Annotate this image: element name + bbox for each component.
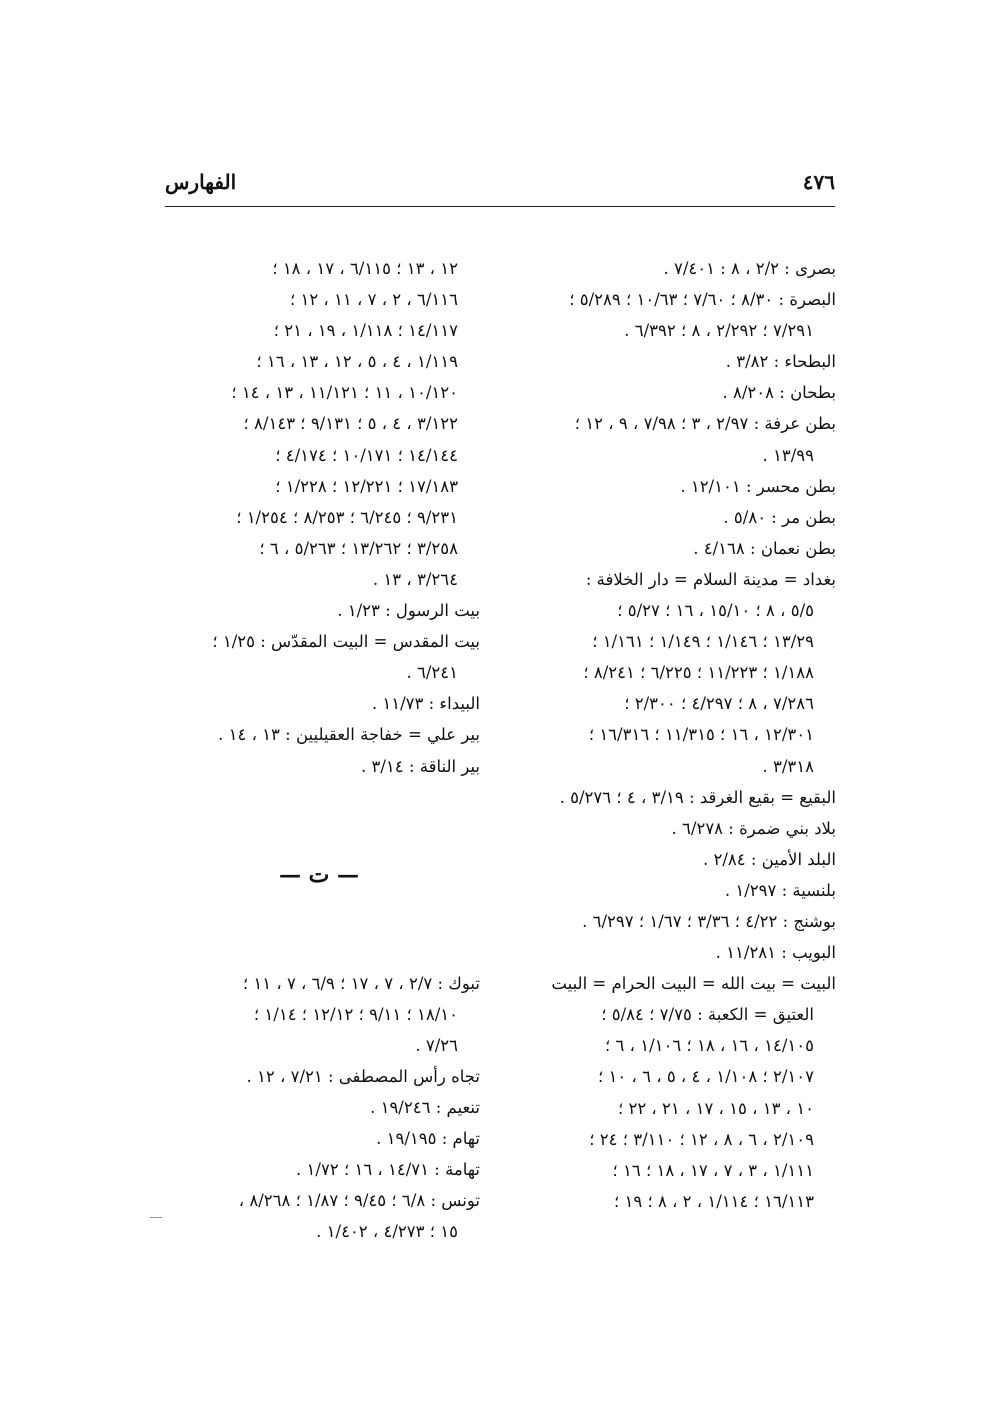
index-line: بغداد = مدينة السلام = دار الخلافة : [585,569,836,589]
index-line: ١/١٨٨ ؛ ١١/٢٢٣ ؛ ٦/٢٢٥ ؛ ٨/٢٤١ ؛ [583,663,814,683]
index-line: البويب : ١١/٢٨١ . [715,943,836,963]
right-column [514,253,836,1217]
index-line: ١٧/١٨٣ ؛ ١٢/٢٢١ ؛ ١/٢٢٨ ؛ [275,476,458,496]
index-line: ٣/٢٥٨ ؛ ١٣/٢٦٢ ؛ ٥/٢٦٣ ، ٦ ؛ [259,538,458,558]
index-line: تجاه رأس المصطفى : ٧/٢١ ، ١٢ . [246,1066,480,1086]
index-line: تهامة : ١٤/٧١ ، ١٦ ؛ ١/٧٢ . [296,1160,480,1180]
index-line: ٣/٢٦٤ ، ١٣ . [372,569,458,589]
index-line: ٧/٢٩١ ؛ ٢/٢٩٢ ، ٨ ؛ ٦/٣٩٢ . [624,321,814,341]
index-line: ١٥ ؛ ٤/٢٧٣ ، ١/٤٠٢ . [316,1222,458,1242]
index-line: ٣/١٢٢ ، ٤ ، ٥ ؛ ٩/١٣١ ؛ ٨/١٤٣ ؛ [243,414,458,434]
index-line: تبوك : ٢/٧ ، ٧ ، ١٧ ؛ ٦/٩ ، ٧ ، ١١ ؛ [242,973,480,993]
footer-rule [150,1217,162,1218]
index-line: البقيع = بقيع الغرقد : ٣/١٩ ، ٤ ؛ ٥/٢٧٦ . [559,787,836,807]
index-line: بطن نعمان : ٤/١٦٨ . [693,538,836,558]
index-line: ٦/١١٦ ، ٢ ، ٧ ، ١١ ، ١٢ ؛ [289,290,458,310]
index-line: ٧/٢٨٦ ، ٨ ؛ ٤/٢٩٧ ؛ ٢/٣٠٠ ؛ [624,694,814,714]
index-line: ٢/١٠٩ ، ٦ ، ٨ ، ١٢ ؛ ٣/١١٠ ؛ ٢٤ ؛ [589,1129,814,1149]
index-line: بطن محسر : ١٢/١٠١ . [680,476,836,496]
index-line: ٩/٢٣١ ؛ ٦/٢٤٥ ؛ ٨/٢٥٣ ؛ ١/٢٥٤ ؛ [236,507,458,527]
index-line: ١٨/١٠ ؛ ٩/١١ ؛ ١٢/١٢ ؛ ١/١٤ ؛ [253,1004,458,1024]
index-line: ٥/٥ ، ٨ ؛ ١٥/١٠ ، ١٦ ؛ ٥/٢٧ ؛ [617,601,814,621]
index-line: بيت المقدس = البيت المقدّس : ١/٢٥ ؛ [212,632,480,652]
index-line: ١٢/٣٠١ ، ١٦ ؛ ١١/٣١٥ ؛ ١٦/٣١٦ ؛ [588,725,814,745]
index-line: ٧/٢٦ . [415,1035,458,1055]
index-line: ٢/١٠٧ ؛ ١/١٠٨ ، ٤ ، ٥ ، ٦ ، ١٠ ؛ [598,1067,814,1087]
index-line: تونس : ٦/٨ ؛ ٩/٤٥ ؛ ١/٨٧ ؛ ٨/٢٦٨ ، [238,1191,480,1211]
index-line: العتيق = الكعبة : ٧/٧٥ ؛ ٥/٨٤ ؛ [601,1005,814,1025]
index-line: البطحاء : ٣/٨٢ . [725,352,836,372]
index-line: بطحان : ٨/٢٠٨ . [722,383,836,403]
index-line: بيت الرسول : ١/٢٣ . [337,601,480,621]
index-line: ١/١١٩ ، ٤ ، ٥ ، ١٢ ، ١٣ ، ١٦ ؛ [256,352,458,372]
index-line: ٦/٢٤١ . [406,663,458,683]
section-heading: — ت — [278,861,360,888]
index-line: البلد الأمين : ٢/٨٤ . [702,849,836,869]
index-line: ١٣/٢٩ ؛ ١/١٤٦ ؛ ١/١٤٩ ؛ ١/١٦١ ؛ [592,632,814,652]
index-line: ١٦/١١٣ ؛ ١/١١٤ ، ٢ ، ٨ ؛ ١٩ ؛ [613,1191,814,1211]
page-header [165,166,835,207]
index-line: بير علي = خفاجة العقيليين : ١٣ ، ١٤ . [218,725,480,745]
index-line: بلنسية : ١/٢٩٧ . [724,880,836,900]
spacer [158,906,480,968]
index-line: البصرة : ٨/٣٠ ؛ ٧/٦٠ ؛ ١٠/٦٣ ؛ ٥/٢٨٩ ؛ [569,290,836,310]
index-line: ٣/٣١٨ . [762,756,814,776]
page-number: ٤٧٦ [802,170,835,194]
index-line: البيداء : ١١/٧٣ . [371,694,480,714]
index-line: بطن عرفة : ٢/٩٧ ، ٣ ؛ ٧/٩٨ ، ٩ ، ١٢ ؛ [574,414,836,434]
index-line: ١٤/١٤٤ ؛ ١٠/١٧١ ؛ ٤/١٧٤ ؛ [275,445,458,465]
left-column [158,253,480,1247]
index-line: تنعيم : ١٩/٢٤٦ . [370,1097,480,1117]
index-line: ١٤/١١٧ ؛ ١/١١٨ ، ١٩ ، ٢١ ؛ [273,321,458,341]
running-title: الفهارس [165,170,237,194]
index-line: ١٠/١٢٠ ، ١١ ؛ ١١/١٢١ ، ١٣ ، ١٤ ؛ [231,383,458,403]
index-line: بلاد بني ضمرة : ٦/٢٧٨ . [671,818,836,838]
index-line: تهام : ١٩/١٩٥ . [376,1129,480,1149]
index-line: بطن مر : ٥/٨٠ . [723,507,836,527]
index-line: بصرى : ٢/٢ ، ٨ : ٧/٤٠١ . [663,259,836,278]
index-line: ١٤/١٠٥ ، ١٦ ، ١٨ ؛ ١/١٠٦ ، ٦ ؛ [605,1036,814,1056]
spacer [158,782,480,844]
index-line: بوشنج : ٤/٢٢ ؛ ٣/٣٦ ؛ ١/٦٧ ؛ ٦/٢٩٧ . [582,911,836,931]
index-line: البيت = بيت الله = البيت الحرام = البيت [551,974,836,994]
index-line: ١٠ ، ١٣ ، ١٥ ، ١٧ ، ٢١ ، ٢٢ ؛ [617,1098,814,1118]
index-line: ١٢ ، ١٣ ؛ ٦/١١٥ ، ١٧ ، ١٨ ؛ [272,259,458,278]
index-line: ١٣/٩٩ . [762,445,814,465]
index-line: بير الناقة : ٣/١٤ . [361,756,480,776]
index-line: ١/١١١ ، ٣ ، ٧ ، ١٧ ، ١٨ ؛ ١٦ ؛ [612,1160,814,1180]
